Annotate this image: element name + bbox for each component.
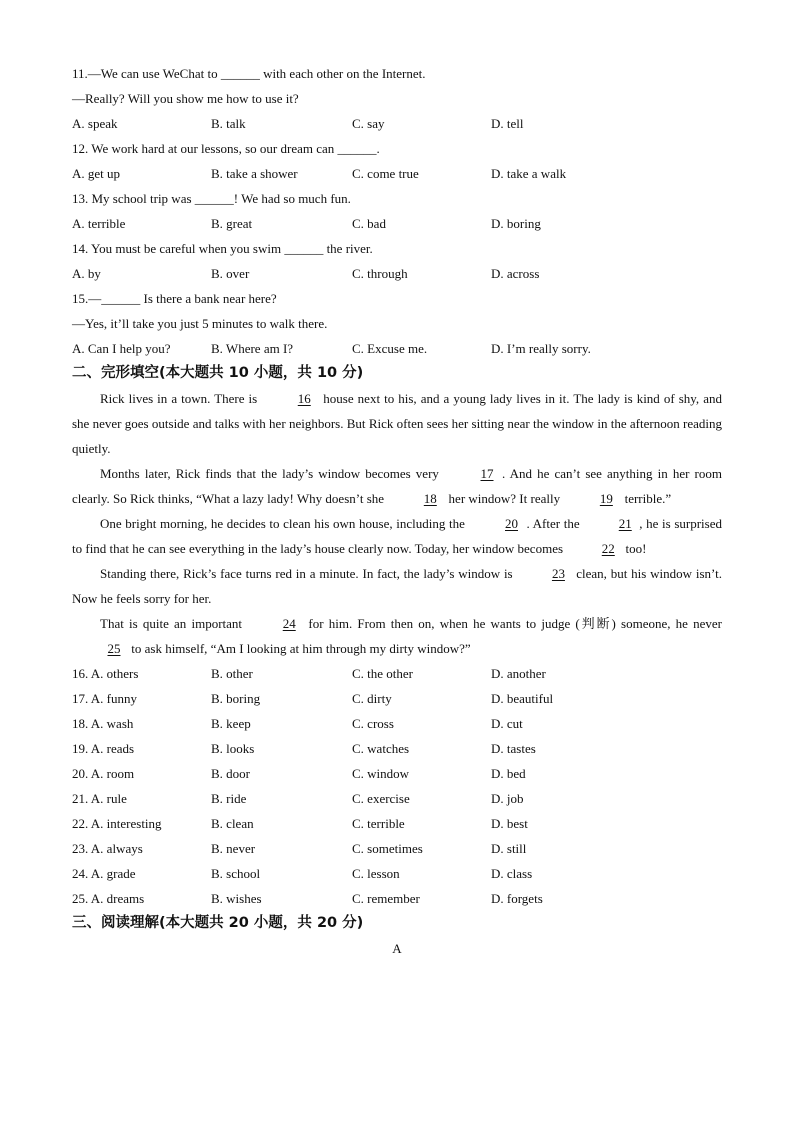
option-c: C. lesson [352,866,400,881]
question-13: 13. My school trip was ______! We had so much fun. [72,191,351,206]
question-15-options [72,336,722,361]
option-b: B. clean [211,816,254,831]
option-d: D. cut [491,716,523,731]
option-c: C. window [352,766,410,781]
blank-20: 20 [505,516,518,531]
cloze-paragraph-3: One bright morning, he decides to clean his own house, including the 20 . After the 21 , he is surprised to find that he can see everything in the lady’s house clearly now. Today, her window becomes 22 too! [72,511,722,561]
option-d: D. forgets [491,891,543,906]
question-12-options [72,161,722,186]
option-a: 19. A. reads [72,741,135,756]
option-a: 21. A. rule [72,791,127,806]
question-11: 11.—We can use WeChat to ______ with each other on the Internet. [72,66,426,81]
option-a: 25. A. dreams [72,891,145,906]
cloze-options-17 [72,686,722,711]
cloze-paragraph-5: That is quite an important 24 for him. From then on, when he wants to judge (判断) someone, he never 25 to ask himself, “Am I looking at him through my dirty window?” [72,611,722,661]
option-c: C. bad [352,216,386,231]
blank-19: 19 [599,491,613,506]
option-d: D. best [491,816,528,831]
question-13-options [72,211,722,236]
cloze-options-21 [72,786,722,811]
option-c: C. terrible [352,816,405,831]
option-a: 23. A. always [72,841,143,856]
option-c: C. come true [352,166,419,181]
cloze-options-19 [72,736,722,761]
cloze-options-22 [72,811,722,836]
option-c: C. the other [352,666,414,681]
option-d: D. tastes [491,741,536,756]
option-a: 20. A. room [72,766,135,781]
cloze-options-20 [72,761,722,786]
option-c: C. watches [352,741,410,756]
option-c: C. say [352,116,385,131]
option-d: D. beautiful [491,691,554,706]
cloze-options-23 [72,836,722,861]
option-c: C. sometimes [352,841,423,856]
blank-21: 21 [618,516,632,531]
section-2-heading: 二、完形填空(本大题共 10 小题，共 10 分) [72,365,364,381]
option-d: D. bed [491,766,526,781]
option-a: 22. A. interesting [72,816,162,831]
blank-16: 16 [297,391,311,406]
blank-25: 25 [107,641,121,656]
option-c: C. cross [352,716,394,731]
blank-23: 23 [551,566,565,581]
passage-label: A [392,941,402,956]
option-b: B. take a shower [211,166,298,181]
option-a: A. get up [72,166,121,181]
option-b: B. wishes [211,891,262,906]
option-c: C. Excuse me. [352,341,428,356]
option-b: B. great [211,216,253,231]
cloze-options-18 [72,711,722,736]
option-b: B. door [211,766,250,781]
cloze-paragraph-4: Standing there, Rick’s face turns red in a minute. In fact, the lady’s window is 23 clean, but his window isn’t. Now he feels sorry for her. [72,561,722,611]
cloze-options-25 [72,886,722,911]
option-c: C. through [352,266,408,281]
option-b: B. keep [211,716,251,731]
cloze-paragraph-1: Rick lives in a town. There is 16 house next to his, and a young lady lives in it. The lady is kind of shy, and she never goes outside and talks with her neighbors. But Rick often sees her sitting near the window in the afternoon reading quietly. [72,386,722,461]
option-b: B. never [211,841,256,856]
option-a: 18. A. wash [72,716,134,731]
option-d: D. across [491,266,540,281]
question-14: 14. You must be careful when you swim ______ the river. [72,241,373,256]
option-d: D. class [491,866,533,881]
option-a: A. by [72,266,101,281]
blank-22: 22 [601,541,615,556]
option-d: D. another [491,666,546,681]
option-a: A. Can I help you? [72,341,171,356]
question-15: 15.—______ Is there a bank near here? [72,291,277,306]
cloze-options-16 [72,661,722,686]
option-d: D. I’m really sorry. [491,341,591,356]
question-12: 12. We work hard at our lessons, so our dream can ______. [72,141,380,156]
option-b: B. over [211,266,250,281]
question-14-options [72,261,722,286]
option-d: D. still [491,841,527,856]
option-b: B. Where am I? [211,341,294,356]
option-b: B. other [211,666,253,681]
option-c: C. dirty [352,691,392,706]
blank-24: 24 [282,616,296,631]
blank-18: 18 [423,491,437,506]
option-a: 16. A. others [72,666,139,681]
option-d: D. boring [491,216,541,231]
question-11-reply: —Really? Will you show me how to use it? [72,91,299,106]
option-b: B. school [211,866,261,881]
option-b: B. boring [211,691,261,706]
option-c: C. remember [352,891,420,906]
option-d: D. job [491,791,524,806]
option-d: D. tell [491,116,524,131]
option-a: A. terrible [72,216,126,231]
option-b: B. looks [211,741,255,756]
option-a: 17. A. funny [72,691,137,706]
cloze-paragraph-2: Months later, Rick finds that the lady’s window becomes very 17 . And he can’t see anything in her room clearly. So Rick thinks, “What a lazy lady! Why doesn’t she 18 her window? It really 19 terrible.” [72,461,722,511]
option-d: D. take a walk [491,166,567,181]
cloze-options-24 [72,861,722,886]
option-a: 24. A. grade [72,866,136,881]
question-11-options [72,111,722,136]
option-b: B. talk [211,116,246,131]
option-c: C. exercise [352,791,410,806]
option-a: A. speak [72,116,118,131]
option-b: B. ride [211,791,247,806]
question-15-reply: —Yes, it’ll take you just 5 minutes to walk there. [72,316,328,331]
section-3-heading: 三、阅读理解(本大题共 20 小题，共 20 分) [72,915,364,931]
blank-17: 17 [480,466,494,481]
exam-page [72,61,722,961]
cloze-options-list [72,661,722,911]
